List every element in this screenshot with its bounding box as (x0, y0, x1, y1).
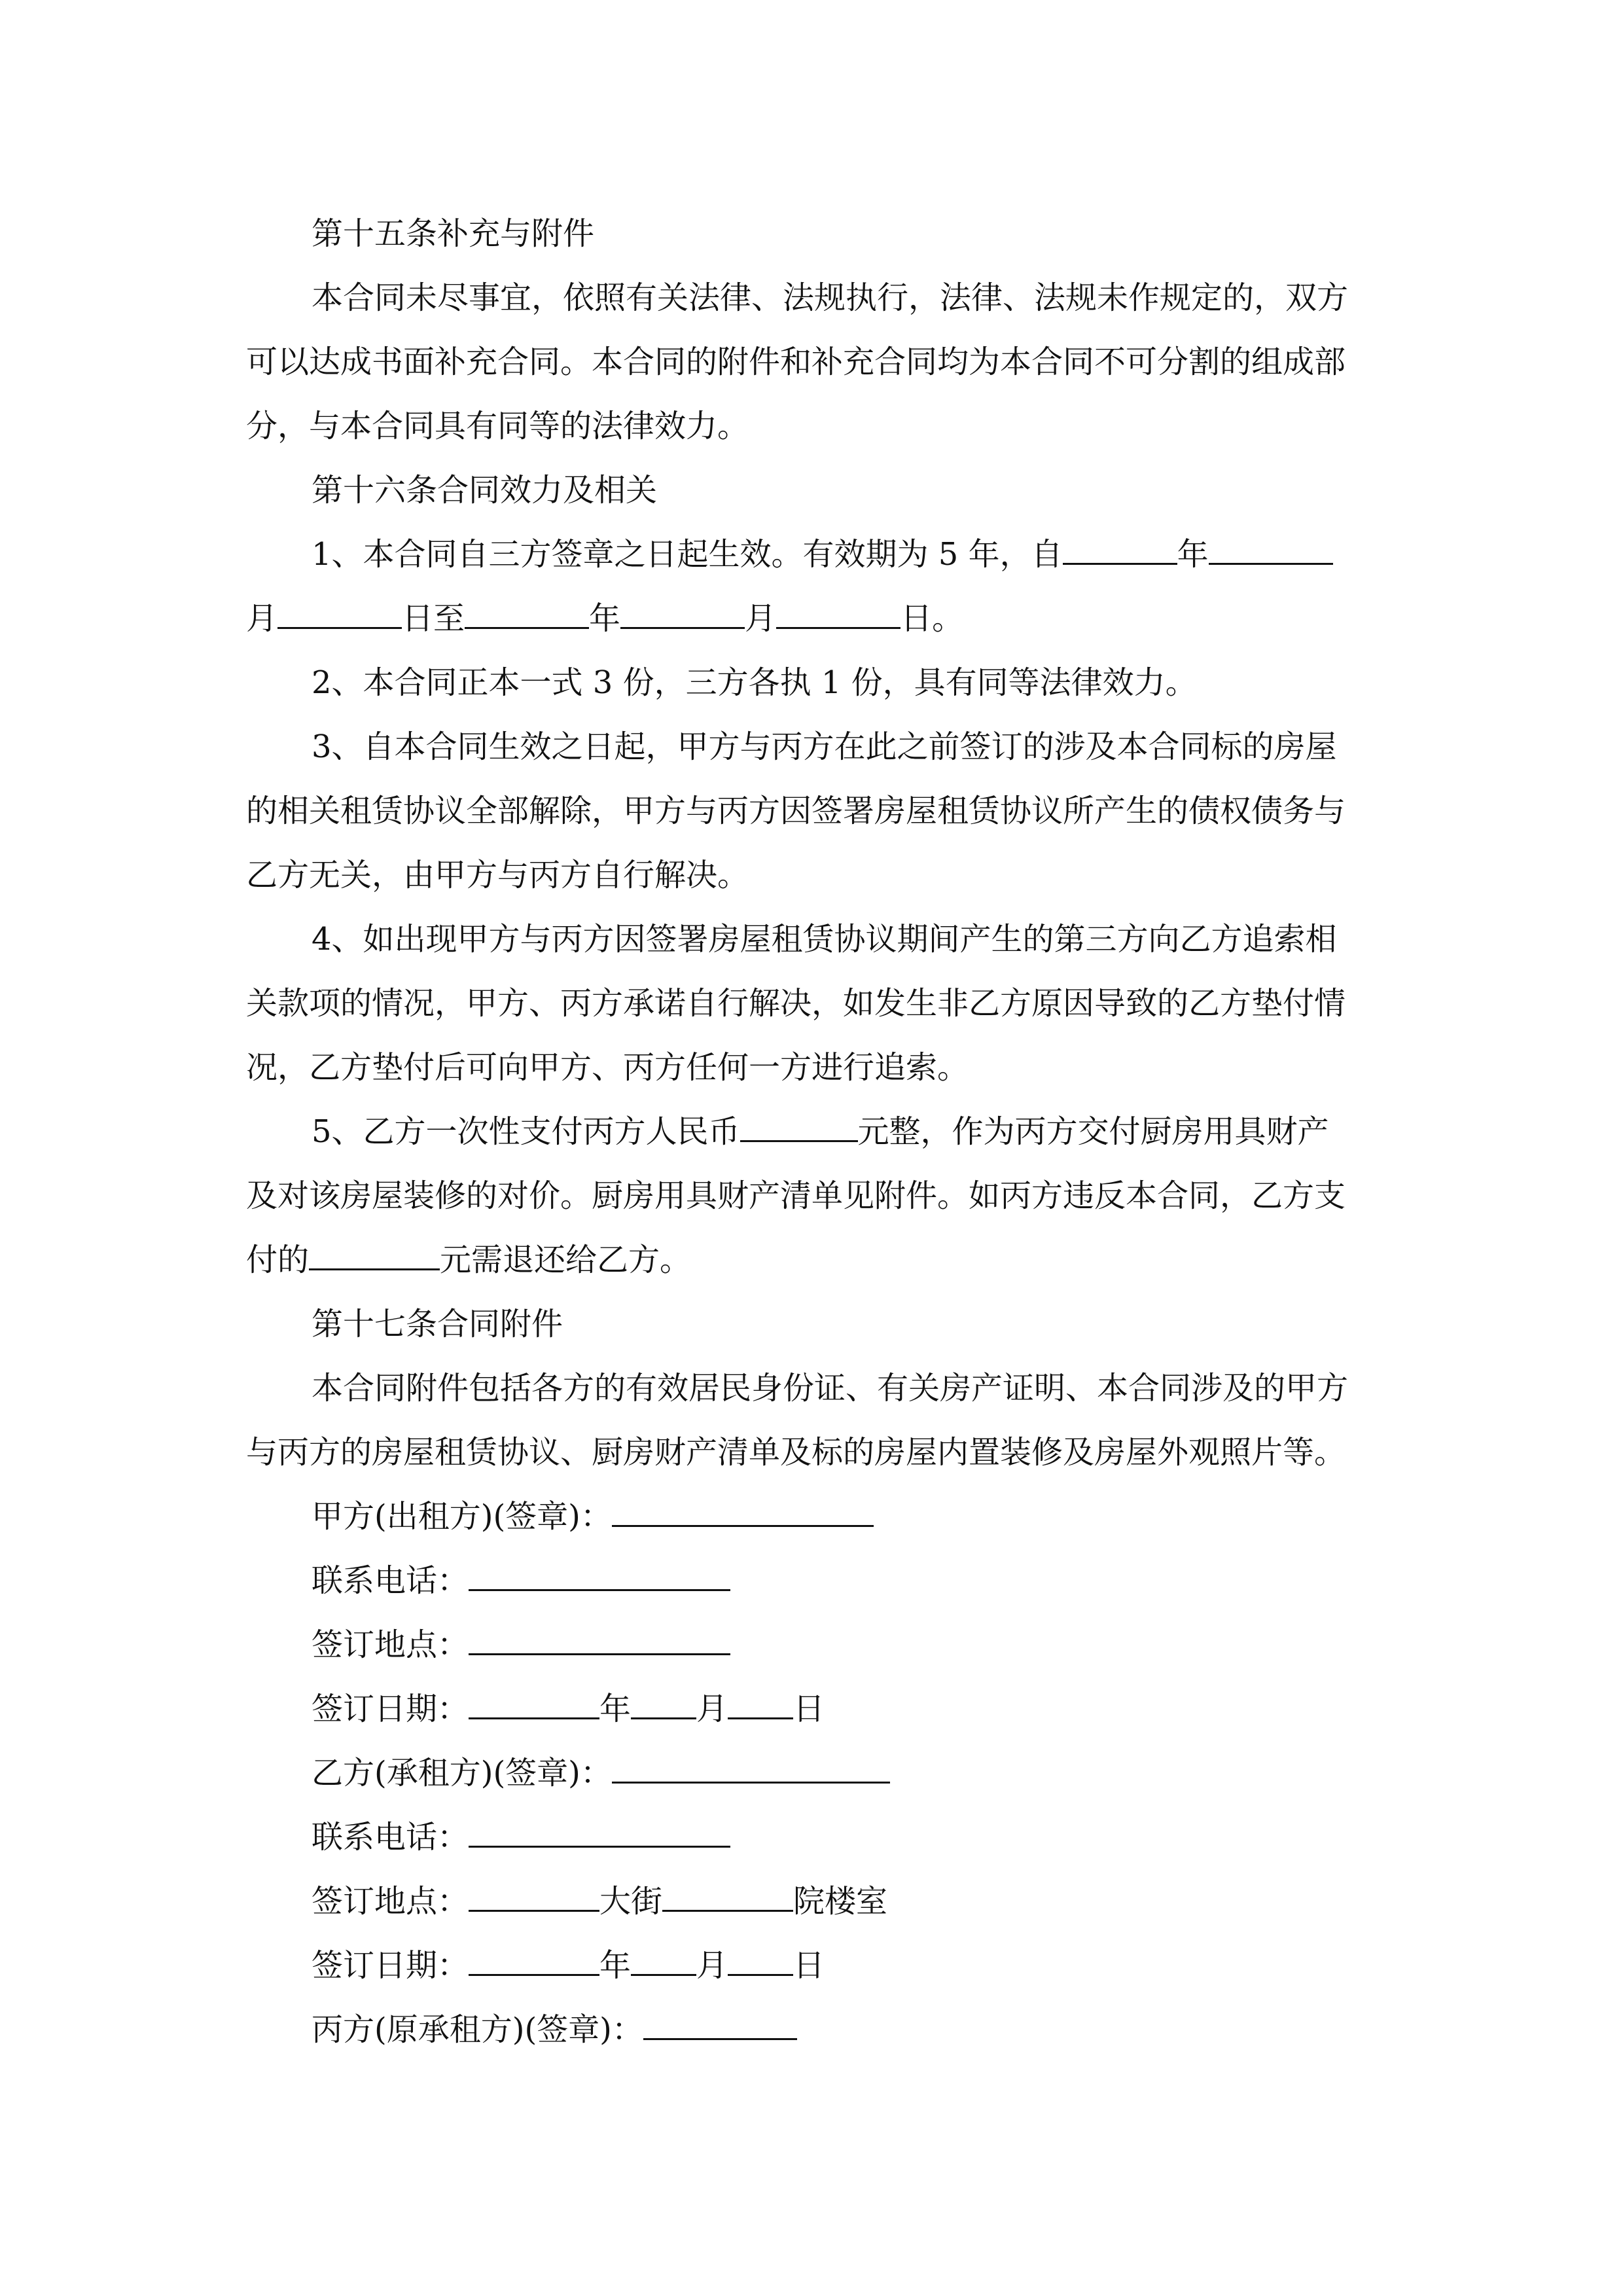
party-a-day-blank (728, 1691, 793, 1719)
party-a-year-blank (469, 1691, 599, 1719)
start-day-blank (277, 601, 402, 629)
clause-1-prefix: 1、本合同自三方签章之日起生效。有效期为 5 年，自 (312, 536, 1063, 573)
clause-5-line-3-prefix: 付的 (246, 1242, 310, 1278)
party-c-label: 丙方(原承租方)(签章)： (312, 2011, 643, 2048)
article-15-heading: 第十五条补充与附件 (312, 215, 595, 252)
party-b-date-label: 签订日期： (312, 1947, 469, 1984)
party-a-month-label: 月 (696, 1691, 728, 1727)
start-month-blank (1209, 537, 1333, 565)
party-a-phone-label: 联系电话： (312, 1562, 469, 1599)
party-c-signature-blank (643, 2012, 797, 2040)
article-15-line-3: 分，与本合同具有同等的法律效力。 (246, 408, 749, 444)
article-15-line-1: 本合同未尽事宜，依照有关法律、法规执行，法律、法规未作规定的，双方 (312, 279, 1349, 316)
party-b-phone-blank (469, 1820, 730, 1848)
article-15-line-2: 可以达成书面补充合同。本合同的附件和补充合同均为本合同不可分割的组成部 (246, 344, 1346, 380)
party-a-place-label: 签订地点： (312, 1626, 469, 1663)
clause-5-line-3 (246, 1228, 1620, 1292)
party-a-phone (246, 1549, 1620, 1613)
party-b-signature-blank (612, 1755, 890, 1784)
end-month-blank (620, 601, 745, 629)
end-day-blank (776, 601, 901, 629)
clause-4-line-3: 况，乙方垫付后可向甲方、丙方任何一方进行追索。 (246, 1049, 969, 1086)
party-b-yard-blank (662, 1884, 793, 1912)
day-to-label: 日至 (402, 600, 465, 637)
clause-5-line-2: 及对该房屋装修的对价。厨房用具财产清单见附件。如丙方违反本合同，乙方支 (246, 1177, 1346, 1214)
start-month-label: 月 (246, 600, 278, 637)
party-a-date (246, 1677, 1620, 1741)
party-b-street-label: 大街 (599, 1883, 663, 1920)
party-b-phone (246, 1805, 1620, 1869)
clause-1-line-1 (246, 522, 1620, 586)
party-b-day-blank (728, 1948, 793, 1976)
party-a-year-label: 年 (599, 1691, 632, 1727)
party-b-place (246, 1869, 1620, 1933)
payment-amount-blank (740, 1114, 858, 1142)
party-a-signature (246, 1484, 1620, 1549)
start-year-label: 年 (1177, 536, 1209, 573)
party-b-label: 乙方(承租方)(签章)： (312, 1755, 612, 1791)
end-year-blank (465, 601, 589, 629)
refund-amount-blank (309, 1242, 440, 1270)
party-b-month-label: 月 (696, 1947, 728, 1984)
party-a-label: 甲方(出租方)(签章)： (312, 1498, 612, 1535)
article-17-line-1: 本合同附件包括各方的有效居民身份证、有关房产证明、本合同涉及的甲方 (312, 1370, 1349, 1407)
end-year-label: 年 (589, 600, 621, 637)
clause-4-line-1: 4、如出现甲方与丙方因签署房屋租赁协议期间产生的第三方向乙方追索相 (312, 921, 1337, 958)
article-16-heading: 第十六条合同效力及相关 (312, 472, 658, 509)
clause-3-line-1: 3、自本合同生效之日起，甲方与丙方在此之前签订的涉及本合同标的房屋 (312, 728, 1337, 765)
party-a-signature-blank (612, 1499, 874, 1527)
party-b-day-label: 日 (793, 1947, 825, 1984)
party-a-date-label: 签订日期： (312, 1691, 469, 1727)
clause-4-line-2: 关款项的情况，甲方、丙方承诺自行解决，如发生非乙方原因导致的乙方垫付情 (246, 985, 1346, 1022)
clause-5-prefix: 5、乙方一次性支付丙方人民币 (312, 1113, 740, 1150)
clause-2: 2、本合同正本一式 3 份，三方各执 1 份，具有同等法律效力。 (312, 664, 1197, 701)
clause-5-line-3-suffix: 元需退还给乙方。 (440, 1242, 692, 1278)
party-b-yard-label: 院楼室 (793, 1883, 888, 1920)
party-b-month-blank (631, 1948, 696, 1976)
start-year-blank (1063, 537, 1177, 565)
party-a-place (246, 1613, 1620, 1677)
end-month-label: 月 (745, 600, 777, 637)
clause-3-line-3: 乙方无关，由甲方与丙方自行解决。 (246, 857, 749, 893)
clause-3-line-2: 的相关租赁协议全部解除，甲方与丙方因签署房屋租赁协议所产生的债权债务与 (246, 793, 1346, 829)
party-a-phone-blank (469, 1563, 730, 1591)
party-b-place-label: 签订地点： (312, 1883, 469, 1920)
end-day-label: 日。 (901, 600, 964, 637)
party-b-phone-label: 联系电话： (312, 1819, 469, 1856)
party-b-street-blank (469, 1884, 599, 1912)
party-b-year-label: 年 (599, 1947, 632, 1984)
party-a-place-blank (469, 1627, 730, 1655)
party-b-date (246, 1933, 1620, 1998)
clause-5-suffix: 元整，作为丙方交付厨房用具财产 (857, 1113, 1329, 1150)
article-17-heading: 第十七条合同附件 (312, 1306, 563, 1342)
party-a-month-blank (631, 1691, 696, 1719)
article-17-line-2: 与丙方的房屋租赁协议、厨房财产清单及标的房屋内置装修及房屋外观照片等。 (246, 1434, 1346, 1471)
contract-text (246, 202, 1620, 2062)
clause-5-line-1 (246, 1100, 1620, 1164)
party-a-day-label: 日 (793, 1691, 825, 1727)
party-b-year-blank (469, 1948, 599, 1976)
clause-1-line-2 (246, 586, 1620, 651)
party-b-signature (246, 1741, 1620, 1805)
party-c-signature (246, 1998, 1620, 2062)
